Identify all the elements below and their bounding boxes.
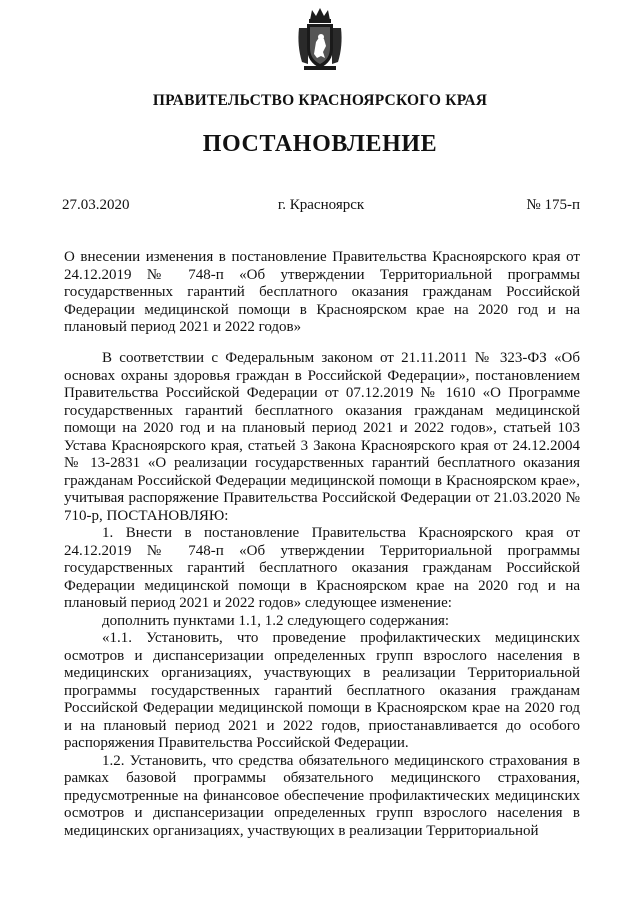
clause-1-1-paragraph: «1.1. Установить, что проведение профилактических медицинских осмотров и диспансеризации определенных групп взрослого населения в медицинских организациях, участвующих в реализации Территориальной программы государственных гарантий бесплатного оказания гражданам Российской Федерации медицинской помощи в Красноярском крае на 2020 год и на плановый период 2021 и 2022 годов, приостанавливается до особого распоряжения Правительства Российской Федерации. xyxy=(64,630,580,751)
document-body xyxy=(64,350,580,840)
document-meta-row xyxy=(62,197,580,217)
preamble-paragraph: В соответствии с Федеральным законом от 21.11.2011 № 323-ФЗ «Об основах охраны здоровья граждан в Российской Федерации», постановлением Правительства Российской Федерации от 07.12.2019 № 1610 «О Программе государственных гарантий бесплатного оказания гражданам медицинской помощи на 2020 год и на плановый период 2021 и 2022 годов», статьей 103 Устава Красноярского края, статьей 3 Закона Красноярского края от 24.12.2004 № 13-2831 «О реализации государственных гарантий бесплатного оказания гражданам Российской Федерации медицинской помощи в Красноярском крае», учитывая распоряжение Правительства Российской Федерации от 21.03.2020 № 710-р, ПОСТАНОВЛЯЮ: xyxy=(64,350,580,524)
coat-of-arms-icon xyxy=(296,6,344,72)
document-city: г. Красноярск xyxy=(277,197,365,213)
document-number: № 175-п xyxy=(526,197,580,213)
document-type-title: ПОСТАНОВЛЕНИЕ xyxy=(202,131,438,157)
document-date: 27.03.2020 xyxy=(62,197,130,213)
clause-1-2-paragraph: 1.2. Установить, что средства обязательного медицинского страхования в рамках базовой программы обязательного медицинского страхования, предусмотренные на финансовое обеспечение профилактических медицинских осмотров и диспансеризации определенных групп взрослого населения в медицинских организациях, участвующих в реализации Территориальной xyxy=(64,752,580,839)
clause-1-paragraph: 1. Внести в постановление Правительства Красноярского края от 24.12.2019 № 748-п «Об утверждении Территориальной программы государственных гарантий бесплатного оказания гражданам Российской Федерации медицинской помощи в Красноярском крае на 2020 год и на плановый период 2021 и 2022 годов» следующее изменение: xyxy=(64,525,580,611)
amendment-intro-paragraph: дополнить пунктами 1.1, 1.2 следующего содержания: xyxy=(102,612,450,629)
government-title: ПРАВИТЕЛЬСТВО КРАСНОЯРСКОГО КРАЯ xyxy=(152,92,488,109)
document-subject xyxy=(64,249,580,337)
subject-text: О внесении изменения в постановление Правительства Красноярского края от 24.12.2019 № 748-п «Об утверждении Территориальной программы государственных гарантий бесплатного оказания гражданам Российской Федерации медицинской помощи в Красноярском крае на 2020 год и на плановый период 2021 и 2022 годов» xyxy=(64,249,580,335)
